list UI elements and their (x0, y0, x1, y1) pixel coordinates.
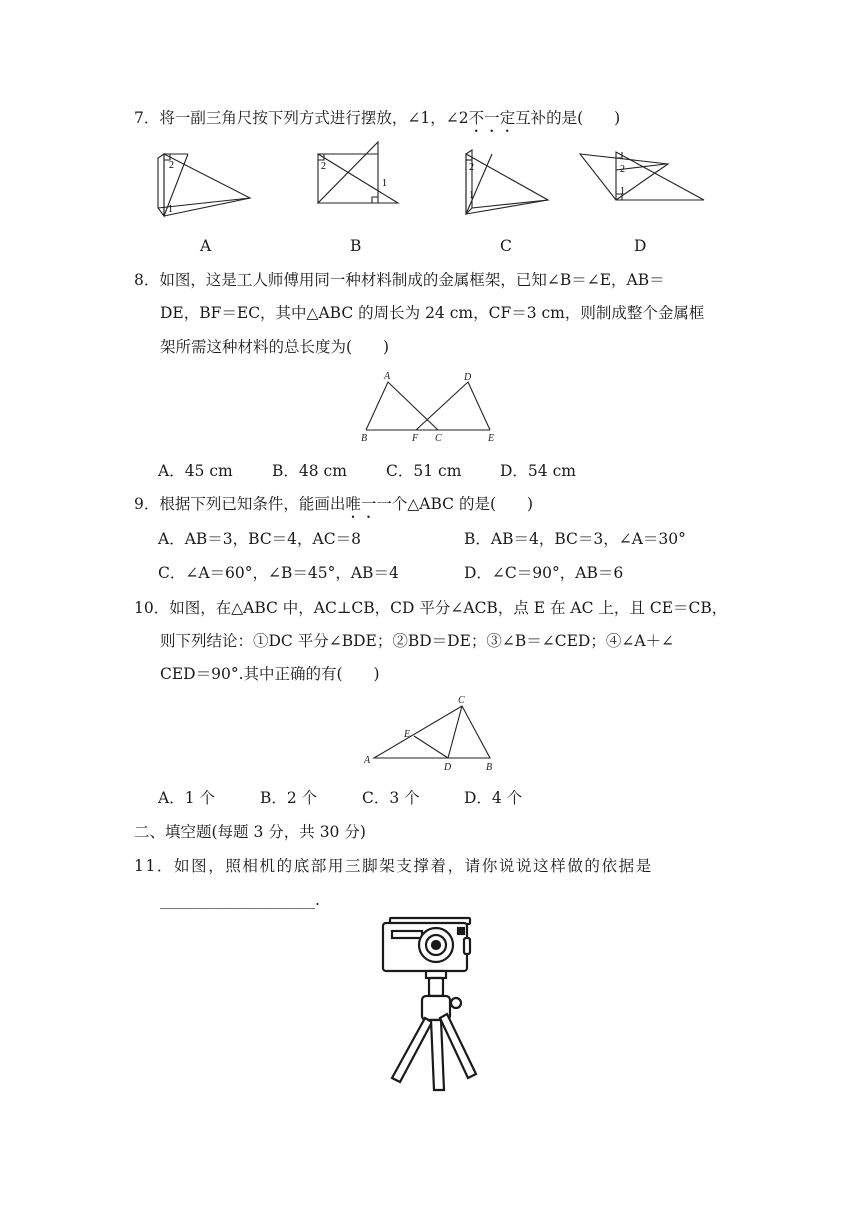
svg-text:A: A (364, 755, 371, 766)
svg-text:E: E (488, 433, 495, 444)
q11-line-1: 11．如图，照相机的底部用三脚架支撑着，请你说说这样做的依据是 (134, 857, 653, 875)
q10-figure (360, 694, 510, 774)
svg-text:B: B (486, 762, 493, 773)
camera-tripod-illustration (380, 914, 490, 1099)
svg-text:2: 2 (321, 161, 326, 172)
q11-blank: ____________________. (160, 891, 320, 909)
svg-text:C: C (458, 695, 465, 706)
q9-option-d: D．∠C＝90°，AB＝6 (464, 564, 624, 582)
q7-label-a: A (200, 237, 212, 255)
svg-text:2: 2 (469, 162, 474, 173)
q7-figure-b (310, 140, 410, 220)
q7-emphasis: 不一定 (468, 109, 516, 127)
svg-text:E: E (404, 729, 411, 740)
svg-text:1: 1 (382, 178, 387, 189)
svg-text:1: 1 (620, 186, 625, 197)
q7-label-c: C (500, 237, 512, 255)
q9-emphasis: 唯一 (345, 495, 377, 513)
q8-figure (358, 370, 508, 450)
svg-text:1: 1 (168, 204, 173, 215)
q10-line-1: 10．如图，在△ABC 中，AC⊥CB，CD 平分∠ACB，点 E 在 AC 上，且 CE＝CB， (134, 599, 728, 617)
q10-option-d: D．4 个 (464, 789, 523, 807)
q7-label-b: B (350, 237, 362, 255)
q8-option-a: A．45 cm (158, 462, 233, 480)
q8-line-1: 8．如图，这是工人师傅用同一种材料制成的金属框架，已知∠B＝∠E，AB＝ (134, 271, 665, 289)
svg-text:A: A (384, 371, 391, 382)
section-heading: 二、填空题(每题 3 分，共 30 分) (134, 823, 366, 841)
svg-text:C: C (435, 433, 442, 444)
svg-text:B: B (361, 433, 368, 444)
svg-text:D: D (444, 762, 452, 773)
q10-line-2: 则下列结论：①DC 平分∠BDE；②BD＝DE；③∠B＝∠CED；④∠A＋∠ (160, 632, 675, 650)
q7-stem: 7．将一副三角尺按下列方式进行摆放，∠1，∠2不一定互补的是( ) (134, 109, 621, 127)
q7-figure-a (150, 148, 270, 228)
q7-figure-c (458, 148, 558, 228)
svg-text:D: D (464, 372, 472, 383)
q10-option-b: B．2 个 (260, 789, 318, 807)
svg-text:2: 2 (620, 164, 625, 175)
q10-option-a: A．1 个 (158, 789, 215, 807)
q9-stem: 9．根据下列已知条件，能画出唯一一个△ABC 的是( ) (134, 495, 534, 513)
q8-option-d: D．54 cm (500, 462, 576, 480)
svg-text:2: 2 (169, 160, 174, 171)
q7-label-d: D (634, 237, 647, 255)
q8-line-2: DE，BF＝EC，其中△ABC 的周长为 24 cm，CF＝3 cm，则制成整个金属框 (160, 304, 705, 322)
q10-line-3: CED＝90°.其中正确的有( ) (160, 665, 380, 683)
svg-text:1: 1 (469, 190, 474, 201)
q10-option-c: C．3 个 (362, 789, 420, 807)
q9-option-b: B．AB＝4，BC＝3，∠A＝30° (464, 530, 686, 548)
q7-figure-d (576, 148, 706, 218)
q9-option-a: A．AB＝3，BC＝4，AC＝8 (158, 530, 361, 548)
q9-option-c: C．∠A＝60°，∠B＝45°，AB＝4 (158, 564, 399, 582)
q8-line-3: 架所需这种材料的总长度为( ) (160, 338, 390, 356)
q8-option-b: B．48 cm (272, 462, 347, 480)
q8-option-c: C．51 cm (386, 462, 462, 480)
svg-text:F: F (412, 433, 419, 444)
